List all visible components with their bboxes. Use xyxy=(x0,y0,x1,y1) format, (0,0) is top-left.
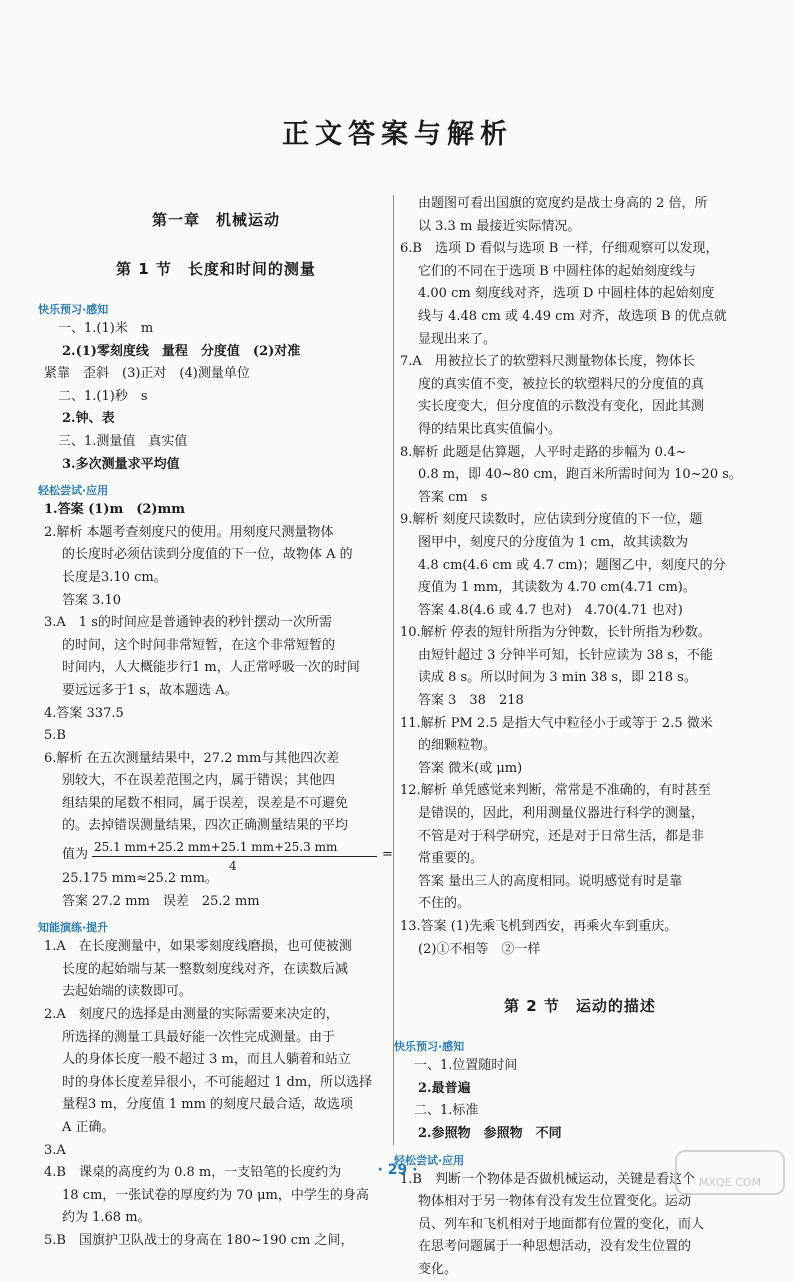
answer-line: 2.A 刻度尺的选择是由测量的实际需要来决定的， xyxy=(44,1007,339,1023)
answer-line: 以 3.3 m 最接近实际情况。 xyxy=(418,218,581,234)
answer-line: 答案 微米(或 μm) xyxy=(418,760,523,776)
tag-preview: 快乐预习·感知 xyxy=(38,303,109,316)
answer-line: 由题图可看出国旗的宽度约是战士身高的 2 倍，所 xyxy=(418,196,708,211)
answer-line: 10.解析 停表的短针所指为分钟数，长针所指为秒数。 xyxy=(400,625,711,641)
answer-line: A 正确。 xyxy=(62,1120,115,1135)
answer-line: 在思考问题属于一种思想活动，没有发生位置的 xyxy=(418,1239,692,1255)
answer-line: 要远远多于1 s，故本题选 A。 xyxy=(62,682,238,698)
answer-line: 1.答案 (1)m (2)mm xyxy=(44,502,186,518)
answer-line: 8.解析 此题是估算题，人平时走路的步幅为 0.4~ xyxy=(400,444,687,460)
answer-line: 的细颗粒物。 xyxy=(418,738,497,754)
answer-line: 实长度变大，但分度值的示数没有变化，因此其测 xyxy=(418,399,705,415)
answer-line: 量程3 m，分度值 1 mm 的刻度尺最合适，故选项 xyxy=(62,1097,354,1113)
answer-line: 员、列车和飞机相对于地面都有位置的变化，而人 xyxy=(418,1216,705,1232)
answer-line: 3.多次测量求平均值 xyxy=(62,456,180,472)
answer-line: 长度是3.10 cm。 xyxy=(62,569,167,585)
answer-line: 时间内，人大概能步行1 m，人正常呼吸一次的时间 xyxy=(62,660,360,676)
tag-preview-2: 快乐预习·感知 xyxy=(394,1040,465,1054)
answer-line: 组结果的尾数不相同，属于误差，误差是不可避免 xyxy=(62,795,349,811)
tag-practice: 知能演练·提升 xyxy=(38,921,109,935)
formula-equals: = xyxy=(382,847,393,863)
answer-line: 由短针超过 3 分钟半可知，长针应读为 38 s，不能 xyxy=(418,647,714,663)
answer-line: 答案 3 38 218 xyxy=(418,693,524,709)
answer-line: 变化。 xyxy=(418,1261,458,1277)
answer-line: 度值为 1 mm，其读数为 4.70 cm(4.71 cm)。 xyxy=(418,580,696,596)
practice-answers xyxy=(44,936,388,1252)
answer-line: 紧靠 歪斜 (3)正对 (4)测量单位 xyxy=(44,366,250,382)
answer-line: 2.最普遍 xyxy=(418,1080,471,1096)
answer-line: 图甲中，刻度尺的分度值为 1 cm，故其读数为 xyxy=(418,534,689,550)
page-title: 正文答案与解析 xyxy=(282,119,513,150)
answer-line: 读成 8 s。所以时间为 3 min 38 s，即 218 s。 xyxy=(418,670,697,686)
formula-numerator: 25.1 mm+25.2 mm+25.1 mm+25.3 mm xyxy=(94,840,338,855)
answer-line: 线与 4.48 cm 或 4.49 cm 对齐，故选项 B 的优点就 xyxy=(418,308,727,324)
answer-line: 2.钟、表 xyxy=(62,411,115,427)
answer-line: 9.解析 刻度尺读数时，应估读到分度值的下一位，题 xyxy=(400,512,703,528)
answer-line: 1.B 判断一个物体是否做机械运动，关键是看这个 xyxy=(400,1171,695,1187)
answer-line: 答案 cm s xyxy=(418,489,488,505)
answer-line: 答案 4.8(4.6 或 4.7 也对) 4.70(4.71 也对) xyxy=(418,602,683,618)
answer-line: 0.8 m，即 40~80 cm，跑百米所需时间为 10~20 s。 xyxy=(418,467,742,483)
answer-line: 18 cm，一张试卷的厚度约为 70 μm，中学生的身高 xyxy=(62,1187,369,1203)
answer-line: 显现出来了。 xyxy=(418,331,497,347)
answer-line: 答案 量出三人的高度相同。说明感觉有时是靠 xyxy=(418,873,683,889)
answer-line: 4.8 cm(4.6 cm 或 4.7 cm)；题图乙中，刻度尺的分 xyxy=(418,557,726,573)
section-heading-2: 第 2 节 运动的描述 xyxy=(504,997,656,1016)
preview-answers xyxy=(44,318,388,476)
average-formula xyxy=(44,838,393,874)
answer-line: 7.A 用被拉长了的软塑料尺测量物体长度，物体长 xyxy=(400,354,695,370)
section-heading: 第 1 节 长度和时间的测量 xyxy=(116,260,316,278)
answer-line: 答案 3.10 xyxy=(62,592,122,608)
answer-line: 别较大，不在误差范围之内，属于错误；其他四 xyxy=(62,773,336,789)
formula-denominator: 4 xyxy=(229,859,237,874)
answer-line: 2.解析 本题考查刻度尺的使用。用刻度尺测量物体 xyxy=(44,524,334,540)
answer-line: 3.A xyxy=(44,1142,66,1158)
chapter-heading: 第一章 机械运动 xyxy=(151,211,280,229)
answer-line: 5.B xyxy=(44,728,66,744)
answer-line: 所选择的测量工具最好能一次性完成测量。由于 xyxy=(62,1029,336,1045)
answer-line: 4.B 课桌的高度约为 0.8 m，一支铅笔的长度约为 xyxy=(44,1165,342,1181)
tag-try: 轻松尝试·应用 xyxy=(38,484,109,498)
answer-line: 2.参照物 参照物 不同 xyxy=(418,1125,562,1141)
answer-line: 不住的。 xyxy=(418,896,471,912)
answer-line: 4.答案 337.5 xyxy=(44,705,124,721)
answer-line: 一、1.位置随时间 xyxy=(414,1058,518,1074)
answer-line: 6.解析 在五次测量结果中，27.2 mm与其他四次差 xyxy=(44,750,340,766)
answer-line: 1.A 在长度测量中，如果零刻度线磨损，也可使被测 xyxy=(44,939,352,955)
answer-line: 约为 1.68 m。 xyxy=(62,1210,151,1226)
answer-line: 一、1.(1)米 m xyxy=(58,321,154,336)
page-number: · 29 · xyxy=(377,1162,418,1178)
answer-line: 答案 27.2 mm 误差 25.2 mm xyxy=(62,893,260,909)
formula-lead: 值为 xyxy=(62,847,89,863)
answer-line: 人的身体长度一般不超过 3 m，而且人躺着和站立 xyxy=(62,1052,351,1068)
answer-line: 5.B 国旗护卫队战士的身高在 180~190 cm 之间， xyxy=(44,1232,354,1248)
preview-answers-2 xyxy=(400,1055,760,1145)
answer-line: 的。去掉错误测量结果，四次正确测量结果的平均 xyxy=(62,818,349,834)
answer-line: 三、1.测量值 真实值 xyxy=(58,433,188,449)
answer-line: 长度的起始端与某一整数刻度线对齐，在读数后减 xyxy=(62,961,349,977)
answer-line: 11.解析 PM 2.5 是指大气中粒径小于或等于 2.5 微米 xyxy=(400,715,713,731)
answer-line: 13.答案 (1)先乘飞机到西安，再乘火车到重庆。 xyxy=(400,919,678,934)
answer-line: 二、1.标准 xyxy=(414,1103,479,1119)
answer-line: 12.解析 单凭感觉来判断，常常是不准确的，有时甚至 xyxy=(400,783,711,799)
answer-line: 的长度时必须估读到分度值的下一位，故物体 A 的 xyxy=(62,547,353,563)
answer-line: 常重要的。 xyxy=(418,851,484,867)
answer-line: 2.(1)零刻度线 量程 分度值 (2)对准 xyxy=(62,343,301,359)
column-divider xyxy=(393,195,394,1145)
left-column xyxy=(38,195,393,1253)
watermark-logo: MXQE.COM xyxy=(675,1150,785,1195)
answer-line: 它们的不同在于选项 B 中圆柱体的起始刻度线与 xyxy=(418,263,696,279)
answer-line: 时的身体长度差异很小，不可能超过 1 dm，所以选择 xyxy=(62,1074,373,1090)
answer-line: 物体相对于另一物体有没有发生位置变化。运动 xyxy=(418,1194,692,1210)
answer-line: 25.175 mm≈25.2 mm。 xyxy=(62,871,218,887)
answer-line: 得的结果比真实值偏小。 xyxy=(418,421,562,437)
answer-line: 4.00 cm 刻度线对齐，选项 D 中圆柱体的起始刻度 xyxy=(418,286,715,302)
try-answers xyxy=(44,499,388,838)
continued-answers xyxy=(400,193,760,961)
tag-try-2: 轻松尝试·应用 xyxy=(394,1153,465,1167)
answer-line: 不管是对于科学研究，还是对于日常生活，都是非 xyxy=(418,828,705,844)
answer-line: 度的真实值不变，被拉长的软塑料尺的分度值的真 xyxy=(418,376,705,392)
answer-line: 二、1.(1)秒 s xyxy=(58,388,148,404)
answer-line: 6.B 选项 D 看似与选项 B 一样，仔细观察可以发现， xyxy=(400,241,719,257)
answer-line: 去起始端的读数即可。 xyxy=(62,984,193,1000)
answer-line: 是错误的，因此，利用测量仪器进行科学的测量， xyxy=(418,806,705,822)
answer-line: 的时间，这个时间非常短暂，在这个非常短暂的 xyxy=(62,637,336,653)
answer-line: (2)①不相等 ②一样 xyxy=(418,941,541,957)
answer-line: 3.A 1 s的时间应是普通钟表的秒针摆动一次所需 xyxy=(44,615,332,631)
